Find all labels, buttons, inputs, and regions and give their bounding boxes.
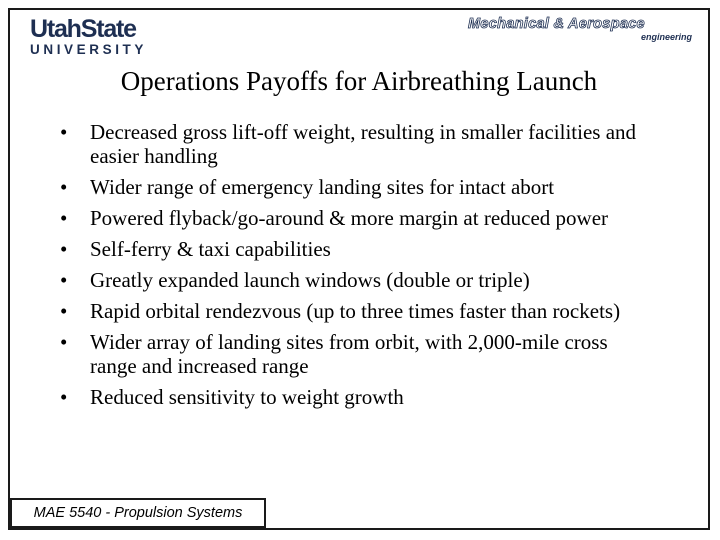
bullet-dot-icon: • [60,175,68,199]
utah-state-university-logo [30,16,168,58]
department-name: Mechanical & Aerospace [468,16,645,32]
bullet-dot-icon: • [60,237,68,261]
bullet-item: • Powered flyback/go-around & more margin at reduced power [60,206,609,230]
bullet-dot-icon: • [60,268,68,292]
bullet-dot-icon: • [60,299,68,323]
bullet-item: • Decreased gross lift-off weight, resulting in smaller facilities and easier handling [60,120,637,168]
bullet-dot-icon: • [60,385,68,409]
bullet-dot-icon: • [60,330,68,354]
bullet-item: • Reduced sensitivity to weight growth [60,385,404,409]
course-footer: MAE 5540 - Propulsion Systems [10,498,266,528]
bullet-item: • Rapid orbital rendezvous (up to three times faster than rockets) [60,299,621,323]
bullet-list [60,120,640,416]
bullet-item: • Self-ferry & taxi capabilities [60,237,331,261]
bullet-item: • Wider array of landing sites from orbit, with 2,000-mile cross range and increased range [60,330,608,378]
mechanical-aerospace-logo [468,16,698,46]
department-subtitle: engineering [640,32,692,42]
logo-wordmark: UtahState [30,15,136,43]
bullet-item: • Greatly expanded launch windows (double or triple) [60,268,530,292]
bullet-dot-icon: • [60,206,68,230]
bullet-dot-icon: • [60,120,68,144]
slide-title: Operations Payoffs for Airbreathing Launch [120,66,598,96]
slide [8,8,710,530]
logo-subtitle: UNIVERSITY [30,42,148,57]
bullet-item: • Wider range of emergency landing sites for intact abort [60,175,555,199]
